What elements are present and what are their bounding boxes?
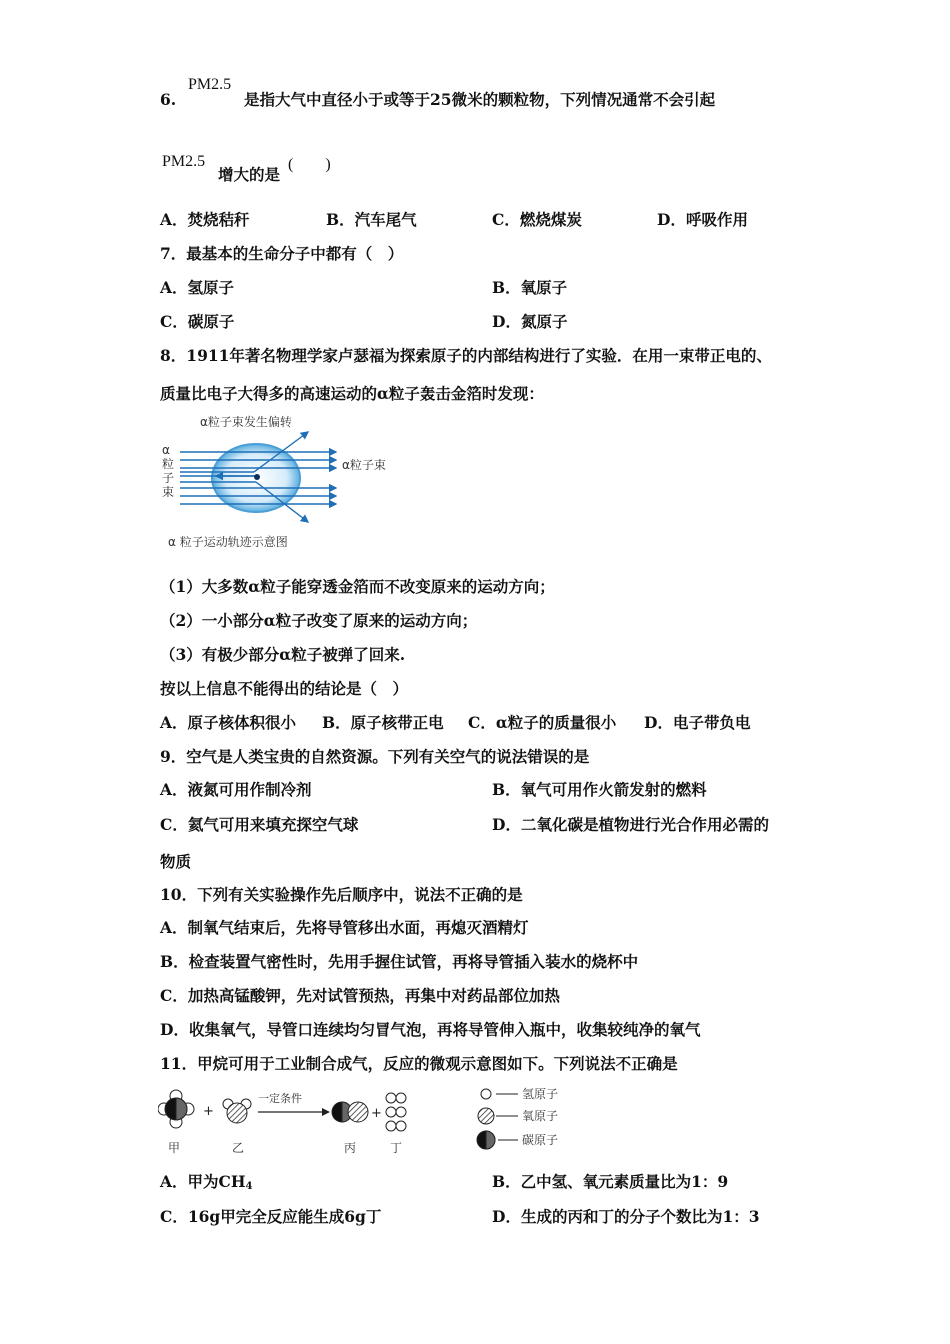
q9-stem: 9．空气是人类宝贵的自然资源。下列有关空气的说法错误的是 bbox=[160, 747, 590, 766]
q10-option-a[interactable]: A．制氧气结束后，先将导管移出水面，再熄灭酒精灯 bbox=[160, 918, 529, 937]
q8-option-c[interactable]: C．α粒子的质量很小 bbox=[468, 713, 617, 732]
q8-stem-line1: 8．1911年著名物理学家卢瑟福为探索原子的内部结构进行了实验．在用一束带正电的、 bbox=[160, 346, 772, 365]
q9-option-b[interactable]: B．氧气可用作火箭发射的燃料 bbox=[492, 780, 707, 799]
plus-2: + bbox=[371, 1106, 382, 1121]
q11-option-b[interactable]: B．乙中氢、氧元素质量比为1：9 bbox=[492, 1172, 729, 1191]
q10-stem: 10．下列有关实验操作先后顺序中，说法不正确的是 bbox=[160, 885, 523, 904]
left-label-4: 束 bbox=[162, 485, 175, 499]
q8-finding-2: （2）一小部分α粒子改变了原来的运动方向； bbox=[160, 611, 478, 630]
q8-question: 按以上信息不能得出的结论是（ ） bbox=[160, 679, 409, 698]
methane-reaction-diagram bbox=[158, 1082, 578, 1157]
q8-option-a[interactable]: A．原子核体积很小 bbox=[160, 713, 297, 732]
q6-number: 6. bbox=[160, 90, 177, 109]
deflect-label: α粒子束发生偏转 bbox=[200, 415, 292, 429]
legend-carbon: 碳原子 bbox=[522, 1133, 559, 1147]
beam-label: α粒子束 bbox=[342, 458, 386, 472]
legend-oxygen: 氧原子 bbox=[522, 1109, 559, 1123]
q9-option-d[interactable]: D．二氧化碳是植物进行光合作用必需的 bbox=[492, 815, 769, 834]
q10-option-d[interactable]: D．收集氧气，导管口连续均匀冒气泡，再将导管伸入瓶中，收集较纯净的氧气 bbox=[160, 1020, 701, 1039]
q8-finding-1: （1）大多数α粒子能穿透金箔而不改变原来的运动方向； bbox=[160, 577, 555, 596]
q6-pm25-second: PM2.5 bbox=[162, 153, 206, 170]
q11-option-a[interactable] bbox=[160, 1172, 252, 1197]
molecule-co bbox=[332, 1102, 368, 1122]
alpha-scattering-diagram bbox=[158, 410, 418, 555]
q6-stem: 是指大气中直径小于或等于25微米的颗粒物，下列情况通常不会引起 bbox=[244, 90, 716, 109]
q7-option-c[interactable]: C．碳原子 bbox=[160, 312, 235, 331]
label-bing: 丙 bbox=[344, 1141, 357, 1155]
q7-option-a[interactable]: A．氢原子 bbox=[160, 278, 235, 297]
q6-stem-cont: 增大的是 bbox=[218, 165, 281, 184]
q7-stem: 7．最基本的生命分子中都有（ ） bbox=[160, 244, 404, 263]
q11-option-a-text: A．甲为CH bbox=[160, 1172, 246, 1191]
condition-label: 一定条件 bbox=[258, 1092, 302, 1105]
q6-option-d[interactable]: D．呼吸作用 bbox=[657, 210, 748, 229]
legend bbox=[477, 1089, 518, 1149]
q11-stem: 11．甲烷可用于工业制合成气，反应的微观示意图如下。下列说法不正确是 bbox=[160, 1054, 678, 1073]
nucleus bbox=[254, 474, 260, 480]
q7-option-d[interactable]: D．氮原子 bbox=[492, 312, 568, 331]
q11-option-d[interactable]: D．生成的丙和丁的分子个数比为1：3 bbox=[492, 1207, 760, 1226]
label-ding: 丁 bbox=[390, 1141, 403, 1155]
diagram-caption: α 粒子运动轨迹示意图 bbox=[168, 535, 288, 549]
q8-option-b[interactable]: B．原子核带正电 bbox=[322, 713, 444, 732]
plus-1: + bbox=[203, 1104, 214, 1119]
molecule-methane bbox=[158, 1090, 194, 1128]
q6-option-b[interactable]: B．汽车尾气 bbox=[326, 210, 417, 229]
q11-option-a-subscript: 4 bbox=[245, 1181, 253, 1192]
q8-stem-line2: 质量比电子大得多的高速运动的α粒子轰击金箔时发现： bbox=[160, 384, 544, 403]
q10-option-c[interactable]: C．加热高锰酸钾，先对试管预热，再集中对药品部位加热 bbox=[160, 986, 560, 1005]
q6-option-c[interactable]: C．燃烧煤炭 bbox=[492, 210, 582, 229]
q9-option-c[interactable]: C．氦气可用来填充探空气球 bbox=[160, 815, 359, 834]
q9-option-d-cont: 物质 bbox=[160, 852, 192, 871]
q8-finding-3: （3）有极少部分α粒子被弹了回来. bbox=[160, 645, 406, 664]
left-label-3: 子 bbox=[162, 471, 175, 485]
q7-option-b[interactable]: B．氧原子 bbox=[492, 278, 568, 297]
q8-option-d[interactable]: D．电子带负电 bbox=[644, 713, 751, 732]
q9-option-a[interactable]: A．液氮可用作制冷剂 bbox=[160, 780, 312, 799]
q6-option-a[interactable]: A．焚烧秸秆 bbox=[160, 210, 250, 229]
left-label-1: α bbox=[162, 443, 170, 457]
q11-option-c[interactable]: C．16g甲完全反应能生成6g丁 bbox=[160, 1207, 382, 1226]
molecule-hydrogen bbox=[386, 1093, 406, 1131]
q10-option-b[interactable]: B．检查装置气密性时，先用手握住试管，再将导管插入装水的烧杯中 bbox=[160, 952, 639, 971]
label-yi: 乙 bbox=[232, 1141, 245, 1155]
molecule-water bbox=[223, 1099, 251, 1123]
label-jia: 甲 bbox=[168, 1141, 181, 1155]
q6-paren: ( ) bbox=[288, 156, 331, 173]
left-label-2: 粒 bbox=[162, 457, 175, 471]
q6-pm25: PM2.5 bbox=[188, 76, 232, 93]
legend-hydrogen: 氢原子 bbox=[522, 1087, 559, 1101]
